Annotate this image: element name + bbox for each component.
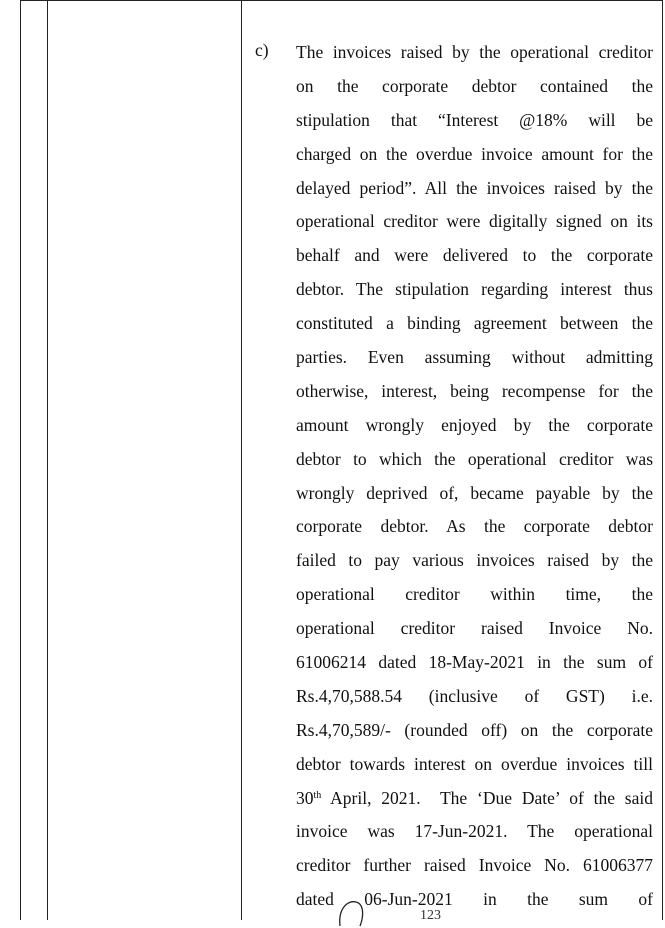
paragraph-line: parties. Even assuming without admitting	[296, 347, 653, 368]
paragraph-line: operational creditor raised Invoice No.	[296, 618, 653, 639]
column-divider-2	[241, 0, 242, 920]
paragraph-line: on the corporate debtor contained the	[296, 75, 653, 96]
paragraph-line: The invoices raised by the operational creditor	[296, 42, 653, 62]
column-divider-1	[47, 0, 48, 920]
clause-paragraph	[296, 36, 653, 917]
paragraph-line: debtor to which the operational creditor was	[296, 448, 653, 469]
paragraph-line-date	[296, 782, 653, 816]
page-number-fragment: 123	[420, 908, 441, 923]
paragraph-line: debtor towards interest on overdue invoices till	[296, 753, 653, 774]
date-suffix: th	[313, 789, 322, 801]
left-border	[20, 0, 21, 920]
paragraph-line: debtor. The stipulation regarding interest thus	[296, 279, 653, 300]
date-line-tail: The ‘Due Date’ of the said	[439, 787, 653, 808]
right-border	[662, 0, 663, 920]
top-border	[20, 0, 662, 1]
paragraph-line: creditor further raised Invoice No. 61006377	[296, 855, 653, 876]
paragraph-line: corporate debtor. As the corporate debtor	[296, 516, 653, 537]
paragraph-line: operational creditor within time, the	[296, 584, 653, 605]
clause-marker: c)	[255, 40, 269, 60]
paragraph-line: failed to pay various invoices raised by the	[296, 550, 653, 571]
signature-mark	[334, 898, 384, 928]
paragraph-line: dated 06-Jun-2021 in the sum of	[296, 889, 653, 910]
paragraph-line: behalf and were delivered to the corporate	[296, 245, 653, 266]
date-rest: April, 2021.	[321, 787, 421, 808]
paragraph-line: Rs.4,70,588.54 (inclusive of GST) i.e.	[296, 685, 653, 706]
paragraph-line: invoice was 17-Jun-2021. The operational	[296, 821, 653, 842]
paragraph-line: amount wrongly enjoyed by the corporate	[296, 414, 653, 435]
paragraph-line: otherwise, interest, being recompense for the	[296, 380, 653, 401]
paragraph-line: 61006214 dated 18-May-2021 in the sum of	[296, 652, 653, 673]
paragraph-line: delayed period”. All the invoices raised by the	[296, 177, 653, 198]
date-day: 30	[296, 787, 314, 808]
paragraph-line: charged on the overdue invoice amount for the	[296, 143, 653, 164]
paragraph-line: operational creditor were digitally signed on its	[296, 211, 653, 232]
paragraph-line: stipulation that “Interest @18% will be	[296, 109, 653, 130]
paragraph-line: constituted a binding agreement between the	[296, 313, 653, 334]
paragraph-line: wrongly deprived of, became payable by the	[296, 482, 653, 503]
paragraph-line: Rs.4,70,589/- (rounded off) on the corporate	[296, 719, 653, 740]
